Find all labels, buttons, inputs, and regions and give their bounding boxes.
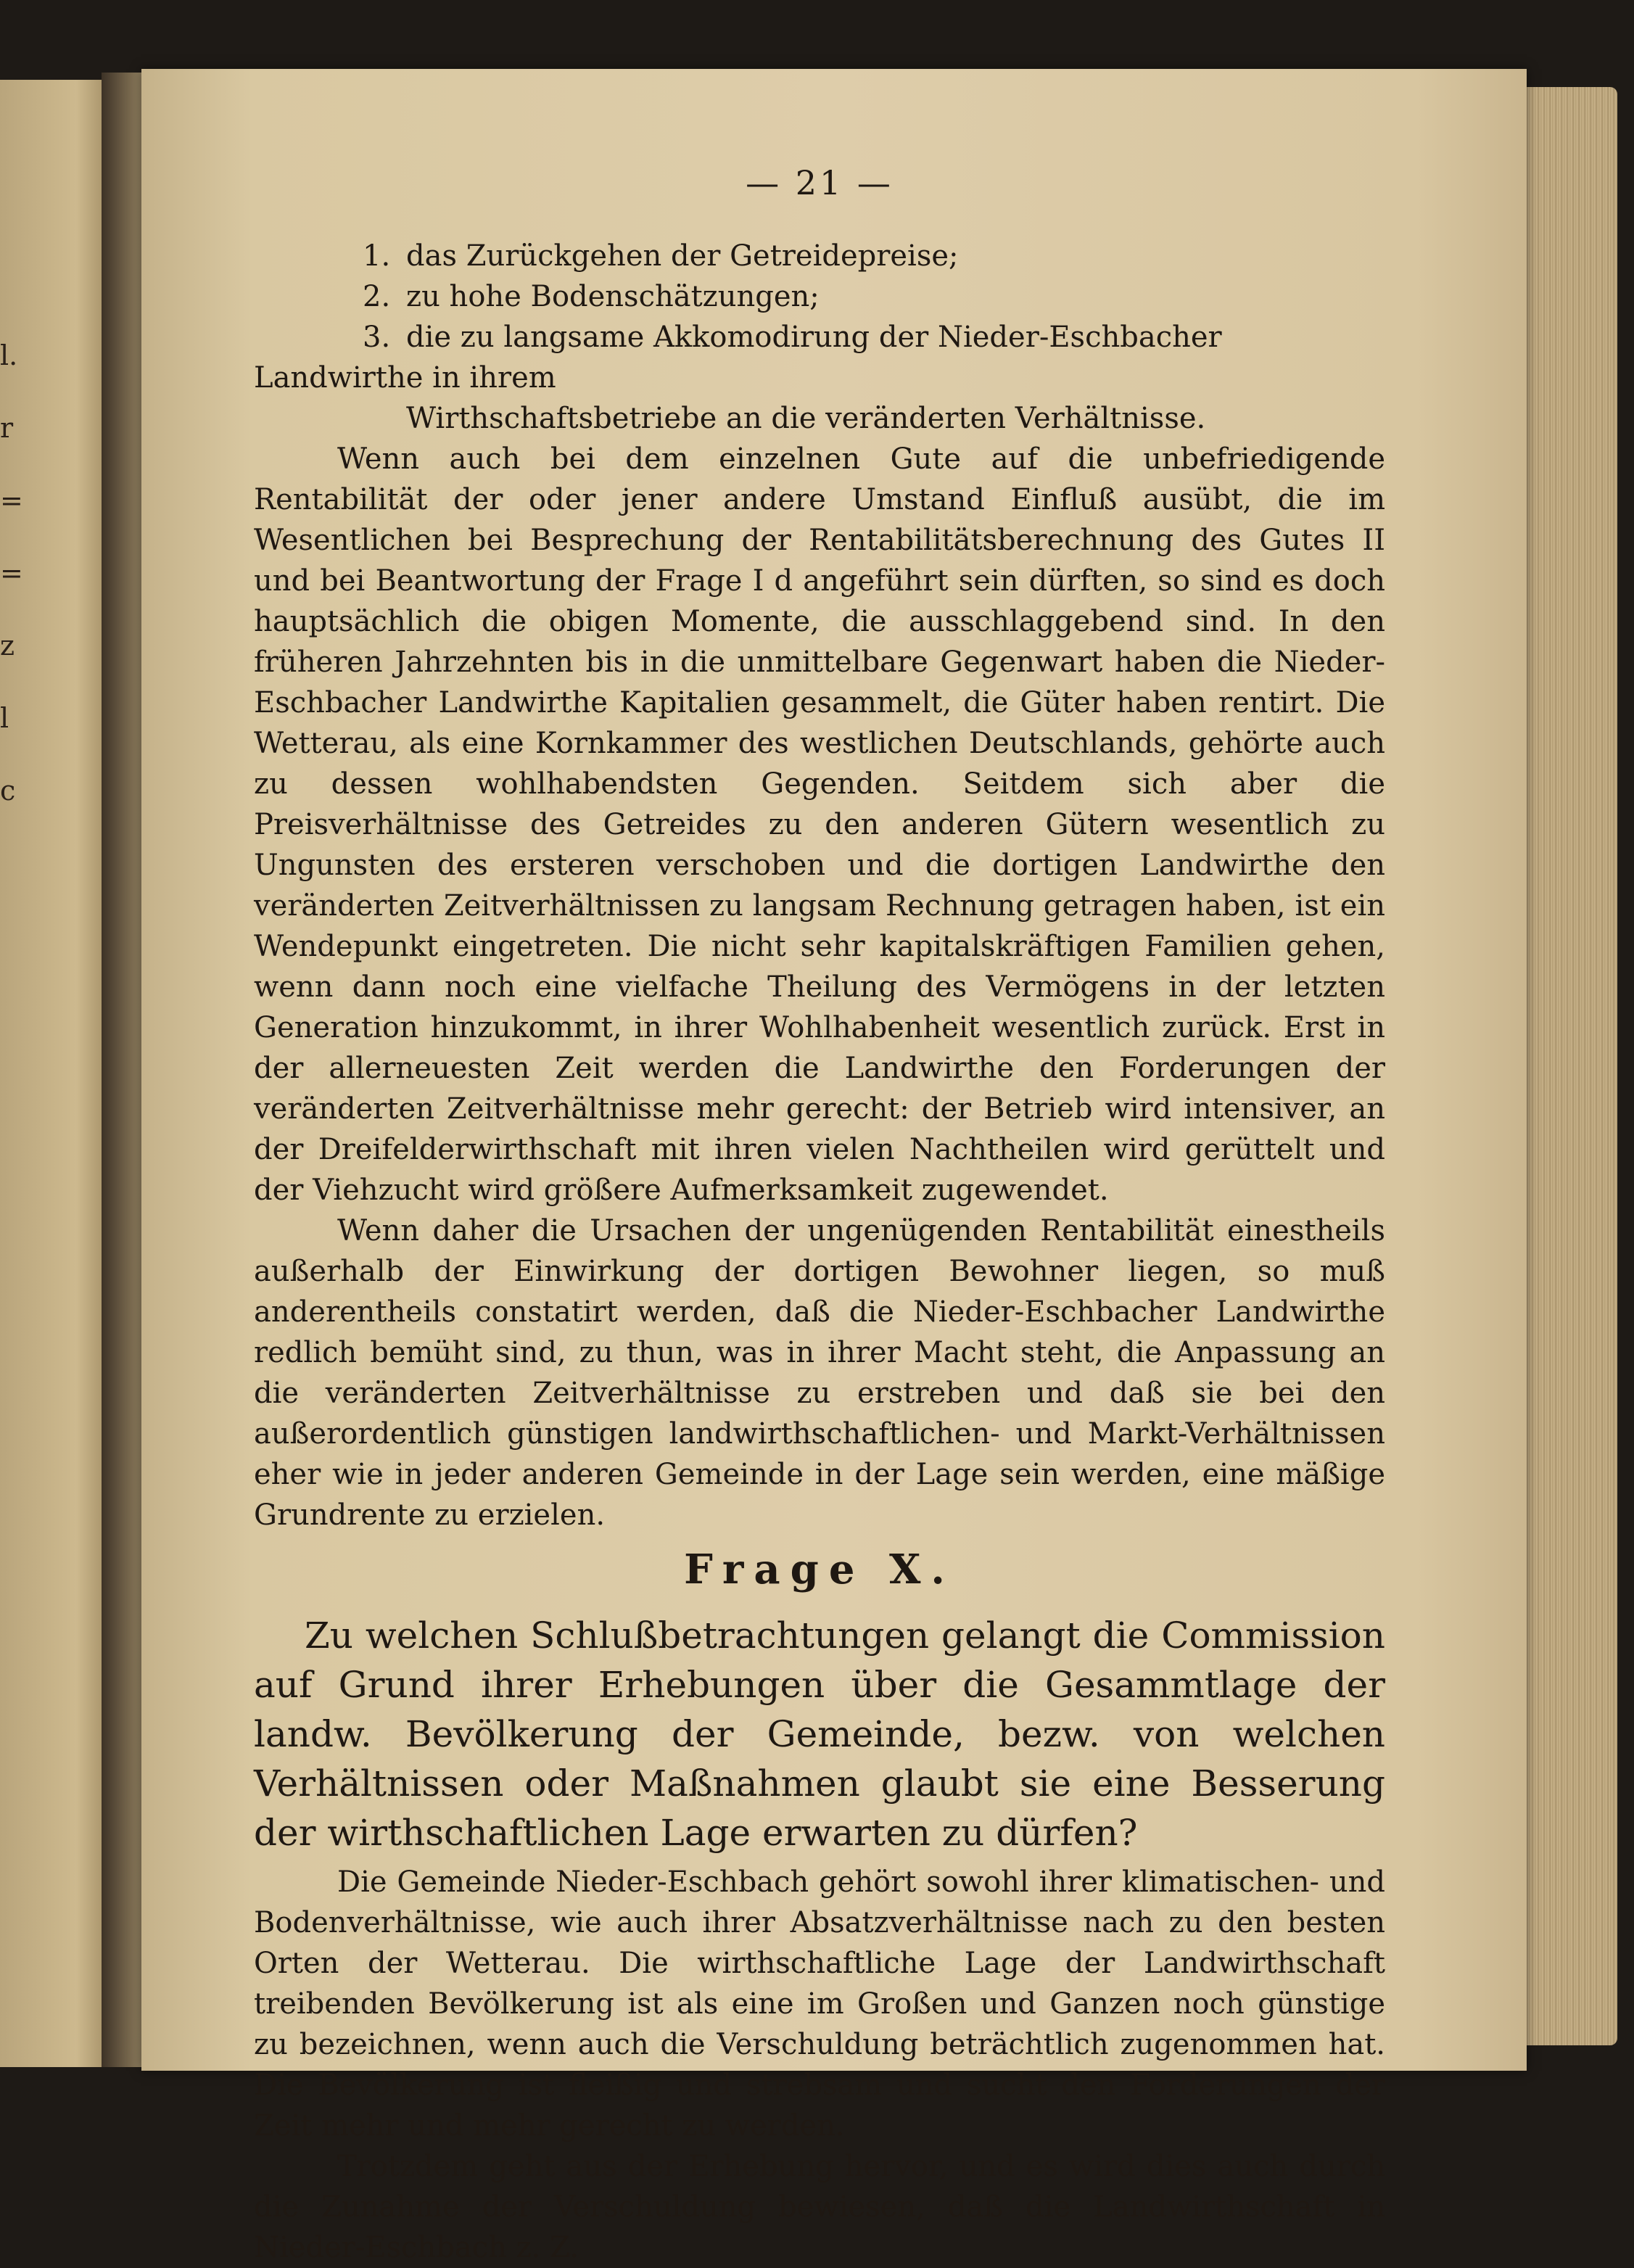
left-edge-glyph: r xyxy=(0,412,14,444)
left-page-edge-text xyxy=(0,319,23,827)
paragraph: Wenn auch bei dem einzelnen Gute auf die unbefriedigende Rentabilität der oder jener andere Umstand Einfluß ausübt, die im Wesentlichen bei Besprechung der Rentabilitätsberechnung des Gutes II und bei Beantwortung der Frage I d angeführt sein dürften, so sind es doch hauptsächlich die obigen Momente, die ausschlaggebend sind. In den früheren Jahrzehnten bis in die unmittelbare Gegenwart haben die Nieder-Eschbacher Landwirthe Kapitalien gesammelt, die Güter haben rentirt. Die Wetterau, als eine Kornkammer des westlichen Deutschlands, gehörte auch zu dessen wohlhabendsten Gegenden. Seitdem sich aber die Preisverhältnisse des Getreides zu den anderen Gütern wesentlich zu Ungunsten des ersteren verschoben und die dortigen Landwirthe den veränderten Zeitverhältnissen zu langsam Rechnung getragen haben, ist ein Wendepunkt eingetreten. Die nicht sehr kapitalskräftigen Familien gehen, wenn dann noch eine vielfache Theilung des Vermögens in der letzten Generation hinzukommt, in ihrer Wohlhabenheit wesentlich zurück. Erst in der allerneuesten Zeit werden die Landwirthe den Forderungen der veränderten Zeitverhältnisse mehr gerecht: der Betrieb wird intensiver, an der Dreifelderwirthschaft mit ihren vielen Nachtheilen wird gerüttelt und der Viehzucht wird größere Aufmerksamkeit zugewendet. xyxy=(254,442,1385,1207)
list-item xyxy=(254,276,1385,317)
list-text: die zu langsame Akkomodirung der Nieder-Eschbacher Landwirthe in ihrem xyxy=(254,321,1222,395)
page-number: — 21 — xyxy=(746,163,894,202)
page-stack-edge xyxy=(1523,87,1617,2045)
list-item-continuation: Wirthschaftsbetriebe an die veränderten Verhältnisse. xyxy=(406,402,1206,435)
left-edge-glyph: l. xyxy=(0,339,18,371)
paragraph: Trotzdem geht aus der Erhebung hervor, und es wird dies auch durch die Zunahme der Verschuldung bewiesen, daß die Landwirthschaft in Nieder-Eschbach z. Z. xyxy=(254,2150,1385,2264)
question-text: Zu welchen Schlußbetrachtungen gelangt die Commission auf Grund ihrer Erhebungen über die Gesammtlage der landw. Bevölkerung der Gemeinde, bezw. von welchen Verhältnissen oder Maßnahmen glaubt sie eine Besserung der wirthschaftlichen Lage erwarten zu dürfen? xyxy=(254,1615,1385,1854)
left-edge-glyph: = xyxy=(0,557,23,589)
left-edge-glyph: c xyxy=(0,775,16,807)
paragraph: Die Gemeinde Nieder-Eschbach gehört sowohl ihrer klimatischen- und Bodenverhältnisse, wie auch ihrer Absatzverhältnisse nach zu den besten Orten der Wetterau. Die wirthschaftliche Lage der Landwirthschaft treibenden Bevölkerung ist als eine im Großen und Ganzen noch günstige zu bezeichnen, wenn auch die Verschuldung beträchtlich zugenommen hat. Die Bevölkerung ist fleißig und strebsam und sucht den Forderungen der Zeit mehr und mehr gerecht zu werden. xyxy=(254,1865,1385,2143)
list-number: 2. xyxy=(363,280,391,313)
list-number: 3. xyxy=(363,321,391,354)
left-edge-glyph: l xyxy=(0,702,9,734)
left-edge-glyph: = xyxy=(0,484,23,516)
list-text: das Zurückgehen der Getreidepreise; xyxy=(406,239,959,273)
list-text: zu hohe Bodenschätzungen; xyxy=(406,280,820,313)
list-item xyxy=(254,236,1385,276)
list-number: 1. xyxy=(363,239,391,273)
page-content xyxy=(254,163,1385,2268)
list-item xyxy=(254,317,1385,398)
left-edge-glyph: z xyxy=(0,630,15,661)
section-heading: Frage X. xyxy=(684,1546,955,1593)
paragraph: Wenn daher die Ursachen der ungenügenden Rentabilität einestheils außerhalb der Einwirkung der dortigen Bewohner liegen, so muß anderentheils constatirt werden, daß die Nieder-Eschbacher Landwirthe redlich bemüht sind, zu thun, was in ihrer Macht steht, die Anpassung an die veränderten Zeitverhältnisse zu erstreben und daß sie bei den außerordentlich günstigen landwirthschaftlichen- und Markt-Verhältnissen eher wie in jeder anderen Gemeinde in der Lage sein werden, eine mäßige Grundrente zu erzielen. xyxy=(254,1214,1385,1532)
left-page xyxy=(0,80,109,2067)
